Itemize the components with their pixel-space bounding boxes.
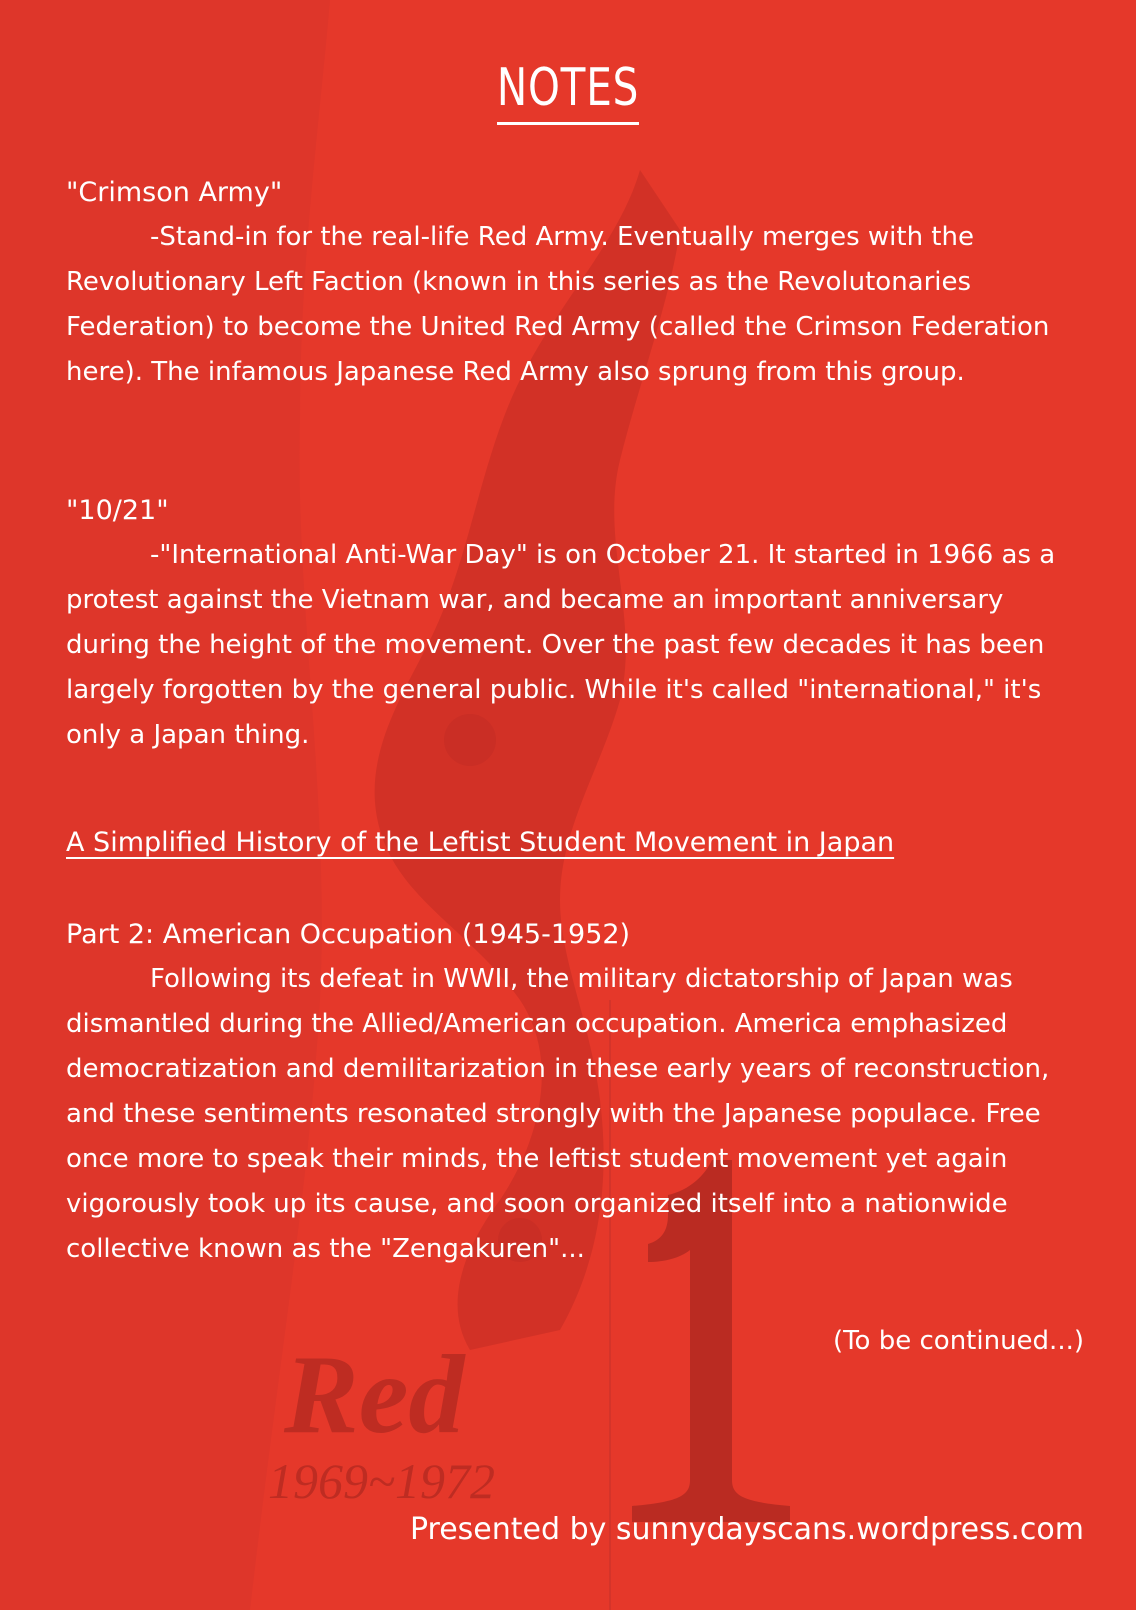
history-part-body: Following its defeat in WWII, the military dictatorship of Japan was dismantled during the Allied/American occupation. America emphasized democratization and demilitarization in these early years of reconstruction, and these sentiments resonated strongly with the Japanese populace. Free once more to speak their minds, the leftist student movement yet again vigorously took up its cause, and soon organized itself into a nationwide collective known as the "Zengakuren"... [66,964,1050,1264]
note-10-21 [66,488,1076,758]
logo-word: Red [284,1333,465,1457]
to-be-continued: (To be continued...) [832,1326,1084,1356]
note-crimson-army [66,170,1076,395]
history-section-title-block [66,820,1076,865]
page-title-text: NOTES [497,58,639,125]
note-body: -"International Anti-War Day" is on October 21. It started in 1966 as a protest against the Vietnam war, and became an important anniversary during the height of the movement. Over the past few decades it has been largely forgotten by the general public. While it's called "international," it's only a Japan thing. [66,540,1056,750]
note-heading: "Crimson Army" [66,177,283,208]
note-body: -Stand-in for the real-life Red Army. Eventually merges with the Revolutionary Left Faction (known in this series as the Revolutonaries Federation) to become the United Red Army (called the Crimson Federation here). The infamous Japanese Red Army also sprung from this group. [66,222,1050,387]
history-part-title: Part 2: American Occupation (1945-1952) [66,919,631,950]
note-heading: "10/21" [66,495,169,526]
scanlation-credit: Presented by sunnydayscans.wordpress.com [409,1512,1084,1547]
history-section-title: A Simplified History of the Leftist Student Movement in Japan [66,827,895,858]
page-title [125,58,1011,118]
history-part-2 [66,912,1076,1272]
logo-years: 1969~1972 [268,1453,496,1509]
